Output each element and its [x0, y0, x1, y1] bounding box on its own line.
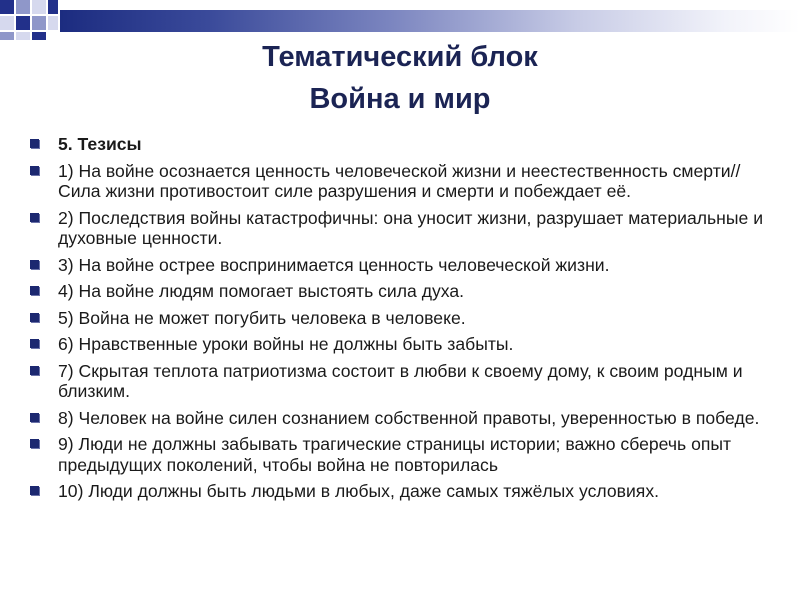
list-item-text: 7) Скрытая теплота патриотизма состоит в любви к своему дому, к своим родным и близким. [58, 360, 743, 401]
list-item-text: 6) Нравственные уроки войны не должны быть забыты. [58, 334, 514, 354]
bullet-list [28, 134, 778, 508]
list-item-text: 1) На войне осознается ценность человеческой жизни и неестественность смерти//Сила жизни противостоит силе разрушения и смерти и побеждает её. [58, 160, 741, 201]
list-item [28, 481, 778, 502]
decor-square [0, 0, 14, 14]
square-bullet-icon [30, 486, 39, 495]
decor-square [32, 0, 46, 14]
list-item [28, 361, 778, 402]
square-bullet-icon [30, 286, 39, 295]
list-item-text: 8) Человек на войне силен сознанием собственной правоты, уверенностью в победе. [58, 407, 760, 428]
list-item-heading [28, 134, 778, 155]
title-line-2: Война и мир [309, 83, 491, 115]
list-item [28, 408, 778, 429]
decor-square [48, 16, 58, 30]
list-item [28, 208, 778, 249]
list-item-text: 9) Люди не должны забывать трагические страницы истории; важно сберечь опыт предыдущих поколений, чтобы война не повторилась [58, 434, 732, 475]
square-bullet-icon [30, 213, 39, 222]
list-item [28, 255, 778, 276]
list-item-text: 4) На войне людям помогает выстоять сила духа. [58, 281, 465, 301]
decor-square [48, 0, 58, 14]
square-bullet-icon [30, 313, 39, 322]
square-bullet-icon [30, 339, 39, 348]
list-item [28, 281, 778, 302]
square-bullet-icon [30, 166, 39, 175]
list-item [28, 334, 778, 355]
header-decoration [0, 0, 800, 40]
list-item [28, 308, 778, 329]
header-gradient-bar [60, 10, 800, 32]
square-bullet-icon [30, 260, 39, 269]
decor-square [0, 16, 14, 30]
list-item-text: 2) Последствия войны катастрофичны: она уносит жизни, разрушает материальные и духовные ценности. [58, 207, 764, 248]
list-item-text: 3) На войне острее воспринимается ценность человеческой жизни. [58, 254, 610, 275]
list-item-text: 10) Люди должны быть людьми в любых, даже самых тяжёлых условиях. [58, 481, 660, 501]
list-item [28, 161, 778, 202]
decor-square [16, 16, 30, 30]
decor-square [16, 0, 30, 14]
square-bullet-icon [30, 413, 39, 422]
list-item-text: 5. Тезисы [58, 134, 142, 154]
list-item [28, 434, 778, 475]
decor-square [32, 16, 46, 30]
title-line-1: Тематический блок [262, 41, 538, 73]
square-bullet-icon [30, 139, 39, 148]
list-item-text: 5) Война не может погубить человека в человеке. [58, 307, 466, 328]
square-bullet-icon [30, 366, 39, 375]
square-bullet-icon [30, 439, 39, 448]
slide-title [0, 36, 800, 120]
